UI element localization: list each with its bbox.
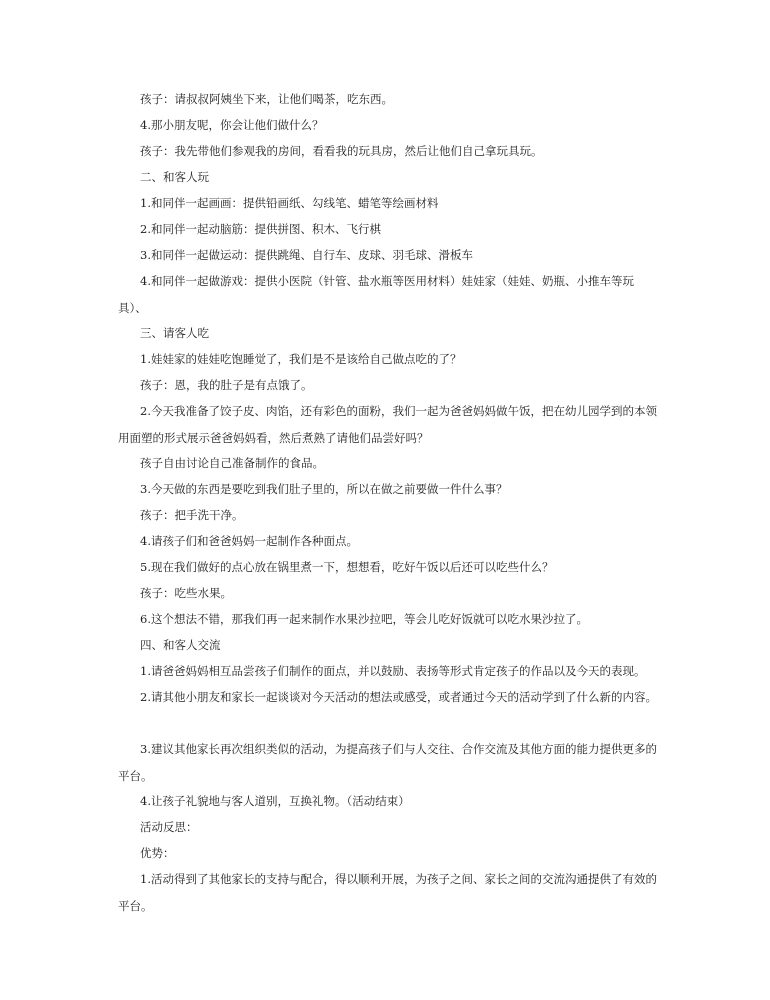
paragraph: 孩子自由讨论自己准备制作的食品。 <box>140 456 324 470</box>
paragraph: 1.和同伴一起画画：提供铅画纸、勾线笔、蜡笔等绘画材料 <box>140 196 439 210</box>
section-heading: 二、和客人玩 <box>140 170 209 184</box>
paragraph: 孩子：我先带他们参观我的房间，看看我的玩具房，然后让他们自己拿玩具玩。 <box>140 144 543 158</box>
paragraph: 1.娃娃家的娃娃吃饱睡觉了，我们是不是该给自己做点吃的了？ <box>140 352 462 366</box>
section-heading: 优势： <box>140 846 175 860</box>
paragraph: 6.这个想法不错，那我们再一起来制作水果沙拉吧，等会儿吃好饭就可以吃水果沙拉了。 <box>140 612 588 626</box>
paragraph: 3.建议其他家长再次组织类似的活动，为提高孩子们与人交往、合作交流及其他方面的能力提供更多的平台。 <box>118 742 657 783</box>
paragraph: 1.请爸爸妈妈相互品尝孩子们制作的面点，并以鼓励、表扬等形式肯定孩子的作品以及今天的表现。 <box>140 664 646 678</box>
section-heading: 四、和客人交流 <box>140 638 221 652</box>
paragraph: 4.请孩子们和爸爸妈妈一起制作各种面点。 <box>140 534 358 548</box>
paragraph: 2.和同伴一起动脑筋：提供拼图、积木、飞行棋 <box>140 222 381 236</box>
paragraph: 孩子：请叔叔阿姨坐下来，让他们喝茶，吃东西。 <box>140 92 393 106</box>
paragraph: 4.让孩子礼貌地与客人道别，互换礼物。（活动结束） <box>140 794 410 808</box>
paragraph: 1.活动得到了其他家长的支持与配合，得以顺利开展，为孩子之间、家长之间的交流沟通提供了有效的平台。 <box>118 872 657 913</box>
section-heading: 活动反思： <box>140 820 198 834</box>
paragraph: 孩子：吃些水果。 <box>140 586 232 600</box>
paragraph: 孩子：恩，我的肚子是有点饿了。 <box>140 378 313 392</box>
section-heading: 三、请客人吃 <box>140 326 209 340</box>
paragraph: 4.和同伴一起做游戏：提供小医院（针管、盐水瓶等医用材料）娃娃家（娃娃、奶瓶、小推车等玩具）、 <box>118 274 634 315</box>
paragraph: 2.今天我准备了饺子皮、肉馅，还有彩色的面粉，我们一起为爸爸妈妈做午饭，把在幼儿园学到的本领用面塑的形式展示爸爸妈妈看，然后煮熟了请他们品尝好吗？ <box>118 404 657 445</box>
paragraph: 孩子：把手洗干净。 <box>140 508 244 522</box>
paragraph: 4.那小朋友呢，你会让他们做什么？ <box>140 118 324 132</box>
paragraph: 3.今天做的东西是要吃到我们肚子里的，所以在做之前要做一件什么事？ <box>140 482 508 496</box>
paragraph: 5.现在我们做好的点心放在锅里煮一下，想想看，吃好午饭以后还可以吃些什么？ <box>140 560 554 574</box>
paragraph: 3.和同伴一起做运动：提供跳绳、自行车、皮球、羽毛球、滑板车 <box>140 248 473 262</box>
paragraph: 2.请其他小朋友和家长一起谈谈对今天活动的想法或感受，或者通过今天的活动学到了什么新的内容。 <box>140 690 657 704</box>
